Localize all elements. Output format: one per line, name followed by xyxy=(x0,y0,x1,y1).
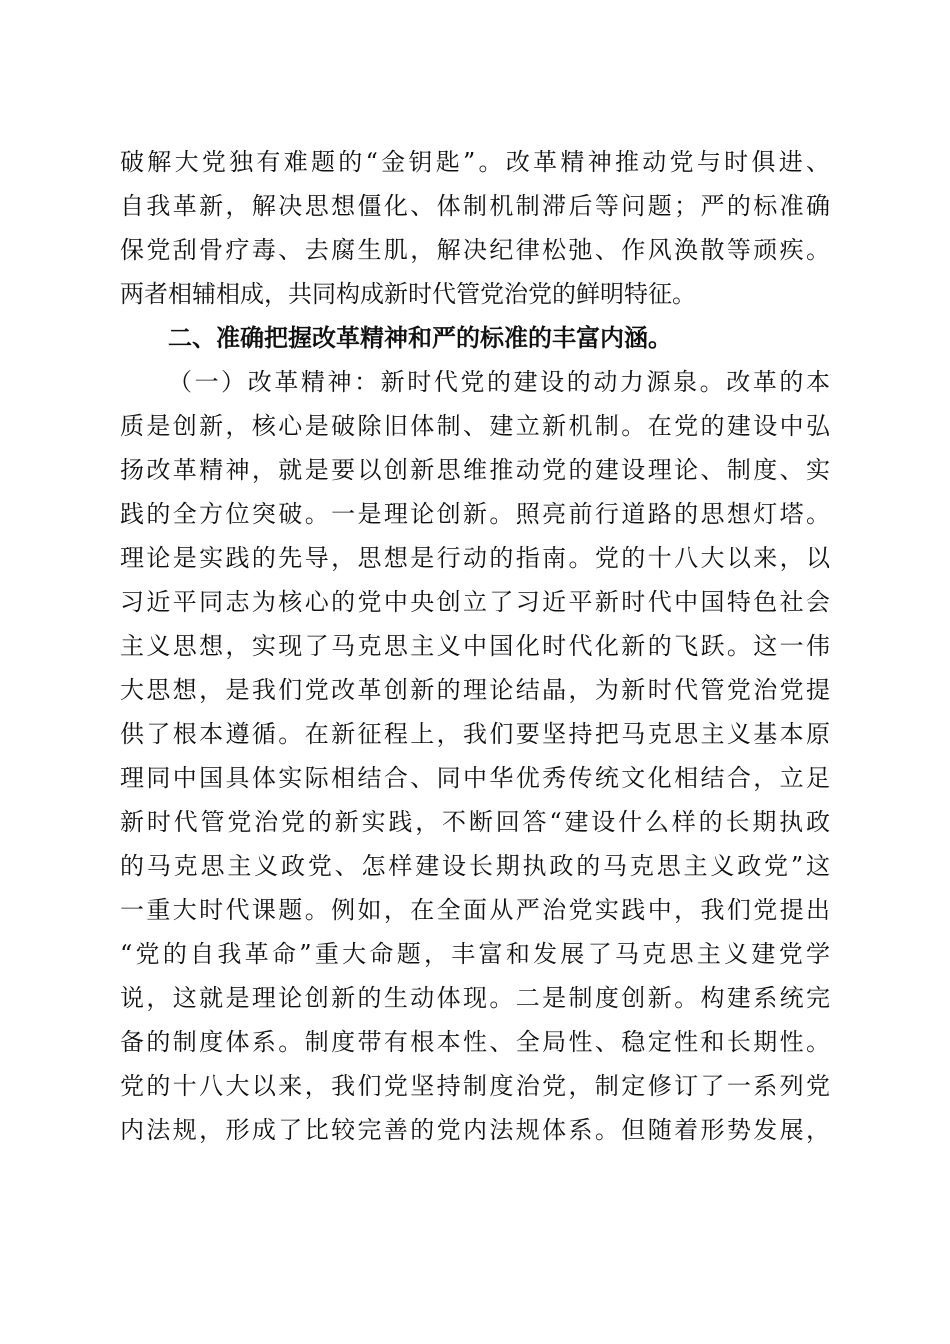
paragraph-line: 破解大党独有难题的“金钥匙”。改革精神推动党与时俱进、 xyxy=(120,148,830,176)
paragraph-line: “党的自我革命”重大命题，丰富和发展了马克思主义建党学 xyxy=(120,940,830,968)
paragraph-line: 备的制度体系。制度带有根本性、全局性、稳定性和长期性。 xyxy=(120,1028,830,1056)
paragraph-line: 说，这就是理论创新的生动体现。二是制度创新。构建系统完 xyxy=(120,984,830,1012)
paragraph-line: 理论是实践的先导，思想是行动的指南。党的十八大以来，以 xyxy=(120,544,830,572)
paragraph-line: 习近平同志为核心的党中央创立了习近平新时代中国特色社会 xyxy=(120,588,830,616)
paragraph-line: 理同中国具体实际相结合、同中华优秀传统文化相结合，立足 xyxy=(120,764,830,792)
subsection-first-line: （一）改革精神：新时代党的建设的动力源泉。改革的本 xyxy=(168,368,830,396)
document-body xyxy=(120,140,830,1152)
paragraph-line: 的马克思主义政党、怎样建设长期执政的马克思主义政党”这 xyxy=(120,852,830,880)
paragraph-line: 保党刮骨疗毒、去腐生肌，解决纪律松弛、作风涣散等顽疾。 xyxy=(120,236,830,264)
paragraph-line: 大思想，是我们党改革创新的理论结晶，为新时代管党治党提 xyxy=(120,676,830,704)
paragraph-line: 新时代管党治党的新实践，不断回答“建设什么样的长期执政 xyxy=(120,808,830,836)
paragraph-line: 践的全方位突破。一是理论创新。照亮前行道路的思想灯塔。 xyxy=(120,500,830,528)
paragraph-line: 供了根本遵循。在新征程上，我们要坚持把马克思主义基本原 xyxy=(120,720,830,748)
paragraph-line: 内法规，形成了比较完善的党内法规体系。但随着形势发展， xyxy=(120,1116,830,1144)
paragraph-line: 自我革新，解决思想僵化、体制机制滞后等问题；严的标准确 xyxy=(120,192,830,220)
paragraph-line: 一重大时代课题。例如，在全面从严治党实践中，我们党提出 xyxy=(120,896,830,924)
section-heading: 二、准确把握改革精神和严的标准的丰富内涵。 xyxy=(168,324,672,352)
paragraph-line: 党的十八大以来，我们党坚持制度治党，制定修订了一系列党 xyxy=(120,1072,830,1100)
paragraph-line: 两者相辅相成，共同构成新时代管党治党的鲜明特征。 xyxy=(120,280,696,308)
paragraph-line: 主义思想，实现了马克思主义中国化时代化新的飞跃。这一伟 xyxy=(120,632,830,660)
paragraph-line: 扬改革精神，就是要以创新思维推动党的建设理论、制度、实 xyxy=(120,456,830,484)
paragraph-line: 质是创新，核心是破除旧体制、建立新机制。在党的建设中弘 xyxy=(120,412,830,440)
